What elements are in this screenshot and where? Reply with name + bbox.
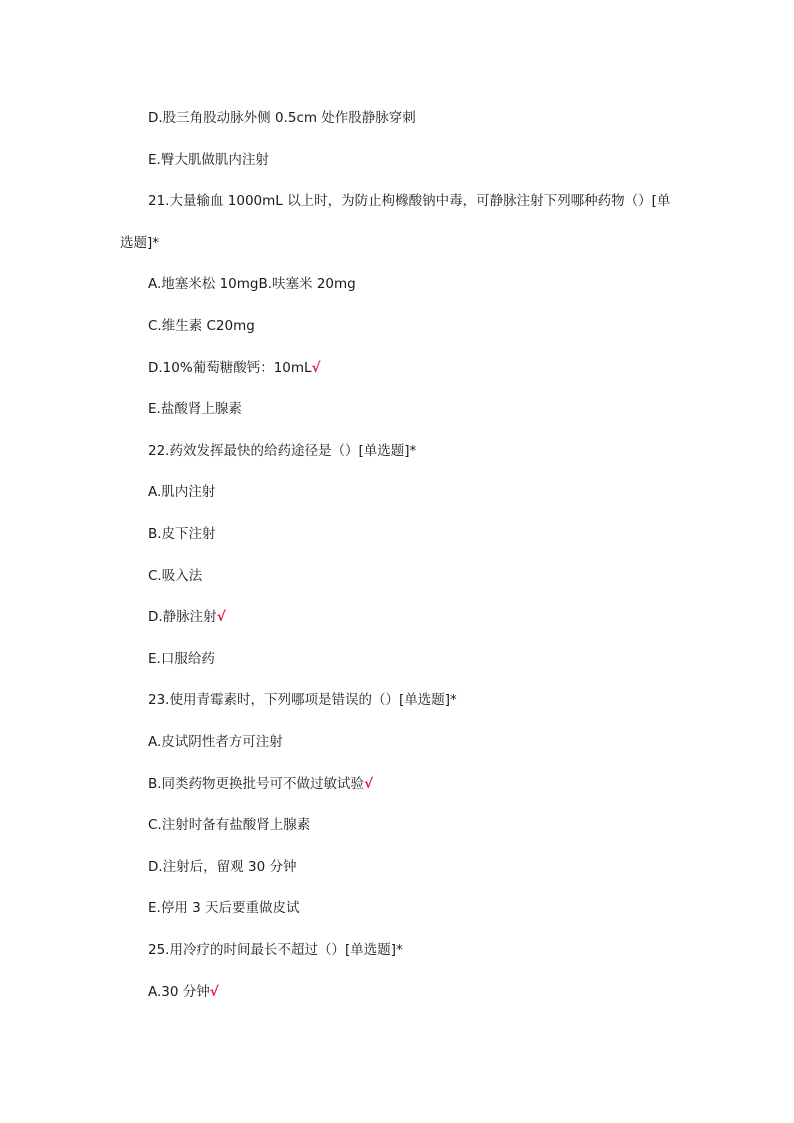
option-21-e: E.盐酸肾上腺素 (148, 401, 242, 417)
correct-check-icon: √ (209, 984, 219, 1000)
option-25-a: A.30 分钟√ (148, 984, 219, 1000)
option-21-a-b: A.地塞米松 10mgB.呋塞米 20mg (148, 276, 356, 292)
option-21-c: C.维生素 C20mg (148, 318, 255, 334)
option-23-e: E.停用 3 天后要重做皮试 (148, 900, 300, 916)
correct-check-icon: √ (216, 609, 226, 625)
option-21-d: D.10%葡萄糖酸钙：10mL√ (148, 360, 321, 376)
option-22-a: A.肌内注射 (148, 484, 216, 500)
option-22-c: C.吸入法 (148, 568, 203, 584)
question-22: 22.药效发挥最快的给药途径是（）[单选题]* (148, 443, 417, 459)
question-25: 25.用冷疗的时间最长不超过（）[单选题]* (148, 942, 403, 958)
option-20-d: D.股三角股动脉外侧 0.5cm 处作股静脉穿刺 (148, 110, 416, 126)
option-23-d: D.注射后，留观 30 分钟 (148, 859, 297, 875)
option-23-b: B.同类药物更换批号可不做过敏试验√ (148, 776, 374, 792)
correct-check-icon: √ (311, 360, 321, 376)
option-22-e: E.口服给药 (148, 651, 215, 667)
question-23: 23.使用青霉素时，下列哪项是错误的（）[单选题]* (148, 692, 457, 708)
option-23-c: C.注射时备有盐酸肾上腺素 (148, 817, 311, 833)
option-23-a: A.皮试阴性者方可注射 (148, 734, 283, 750)
option-20-e: E.臀大肌做肌内注射 (148, 152, 269, 168)
correct-check-icon: √ (364, 776, 374, 792)
option-22-b: B.皮下注射 (148, 526, 216, 542)
option-22-d: D.静脉注射√ (148, 609, 226, 625)
question-21: 21.大量输血 1000mL 以上时，为防止枸橼酸钠中毒，可静脉注射下列哪种药物（）[单 (148, 193, 671, 209)
question-21-continued: 选题]* (120, 235, 160, 251)
